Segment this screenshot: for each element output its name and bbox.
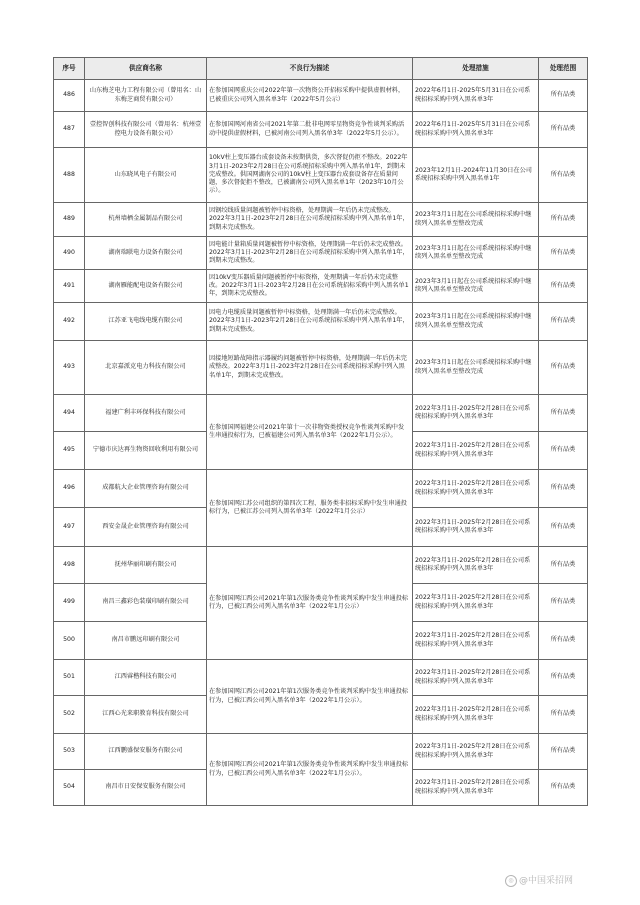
row-number: 501 [54,660,85,696]
table-body [54,80,588,806]
scope-text: 所有品类 [539,470,588,508]
scope-text: 所有品类 [539,270,588,303]
row-number: 489 [54,203,85,237]
misconduct-description: 因10kV变压器质量问题被暂停中标资格，处理期满一年后仍未完成整改。2022年3月1日-2023年2月28日在公司系统招标采购中列入黑名单1年，到期未完成整改。 [207,270,413,303]
table-row [54,148,588,203]
supplier-name: 杭州墙栖金属制品有限公司 [85,203,207,237]
misconduct-description: 在参加国网江西公司2021年第1次服务类竞争性谈判采购中发生串通投标行为，已被江西公司列入黑名单3年（2022年1月公示）。 [207,660,413,734]
supplier-name: 江西鹏盛保安服务有限公司 [85,734,207,770]
measure-text: 2022年3月1日-2025年2月28日在公司系统招标采购中列入黑名单3年 [413,470,539,508]
supplier-name: 成都航大企业管理咨询有限公司 [85,470,207,508]
measure-text: 2022年3月1日-2025年2月28日在公司系统招标采购中列入黑名单3年 [413,547,539,584]
supplier-name: 江西心光来职教育科技有限公司 [85,696,207,734]
table-row [54,203,588,237]
table-row [54,341,588,395]
supplier-name: 抚州华丽印刷有限公司 [85,547,207,584]
watermark-text: @中国采招网 [519,876,574,886]
misconduct-description: 在参加国网福建公司2021年第十一次非物资类授权竞争性谈判采购中发生串通投标行为，已被福建公司列入黑名单3年（2022年1月公示）。 [207,395,413,470]
supplier-name: 南昌市鹏远印刷有限公司 [85,622,207,660]
misconduct-description: 在参加国网河南省公司2021年第二批非电网零星物资竞争性谈判采购活动中提供虚假材料，已被河南公司列入黑名单3年（2022年5月公示）。 [207,112,413,148]
supplier-name: 宁德市庆达再生物资回收利用有限公司 [85,432,207,470]
header-scope: 处理范围 [539,58,588,80]
supplier-name: 南昌市日安保安服务有限公司 [85,770,207,806]
supplier-name: 西安金晟企业管理咨询有限公司 [85,508,207,547]
blacklist-table [53,57,588,806]
row-number: 502 [54,696,85,734]
measure-text: 2022年6月1日-2025年5月31日在公司系统招标采购中列入黑名单3年 [413,112,539,148]
header-measures: 处理措施 [413,58,539,80]
table-row [54,112,588,148]
watermark [505,873,573,887]
supplier-name: 山东晓风电子有限公司 [85,148,207,203]
row-number: 500 [54,622,85,660]
misconduct-description: 因电能计量箱质量问题被暂停中标资格，处理期满一年后仍未完成整改。2022年3月1日-2023年2月28日在公司系统招标采购中列入黑名单1年，到期未完成整改。 [207,237,413,270]
scope-text: 所有品类 [539,303,588,341]
measure-text: 2023年3月1日起在公司系统招标采购中继续列入黑名单至整改完成 [413,270,539,303]
misconduct-description: 因电力电缆质量问题被暂停中标资格，处理期满一年后仍未完成整改。2022年3月1日-2023年2月28日在公司系统招标采购中列入黑名单1年，到期未完成整改。 [207,303,413,341]
row-number: 492 [54,303,85,341]
measure-text: 2022年3月1日-2025年2月28日在公司系统招标采购中列入黑名单3年 [413,432,539,470]
scope-text: 所有品类 [539,341,588,395]
row-number: 503 [54,734,85,770]
scope-text: 所有品类 [539,148,588,203]
supplier-name: 湖南雁能配电设备有限公司 [85,270,207,303]
row-number: 488 [54,148,85,203]
measure-text: 2022年3月1日-2025年2月28日在公司系统招标采购中列入黑名单3年 [413,584,539,622]
scope-text: 所有品类 [539,660,588,696]
table-header-row [54,58,588,80]
measure-text: 2022年3月1日-2025年2月28日在公司系统招标采购中列入黑名单3年 [413,508,539,547]
supplier-name: 江西睿楷科技有限公司 [85,660,207,696]
table-row [54,470,588,508]
row-number: 498 [54,547,85,584]
table-row [54,547,588,584]
row-number: 486 [54,80,85,112]
measure-text: 2022年3月1日-2025年2月28日在公司系统招标采购中列入黑名单3年 [413,770,539,806]
table-row [54,660,588,696]
misconduct-description: 10kV柱上变压器台成套设备未按期供货，多次督促仍拒不整改。2022年3月1日-2023年2月28日在公司系统招标采购中列入黑名单1年，到期未完成整改。供国网湖南公司的10kV柱上变压器台成套设备存在质量问题，多次督促拒不整改，已被湖南公司列入黑名单1年（2023年10月公示）。 [207,148,413,203]
row-number: 487 [54,112,85,148]
supplier-name: 山东梅芝电力工程有限公司（曾用名：山东梅芝商贸有限公司） [85,80,207,112]
scope-text: 所有品类 [539,696,588,734]
table-row [54,80,588,112]
row-number: 490 [54,237,85,270]
measure-text: 2023年12月1日-2024年11月30日在公司系统招标采购中列入黑名单1年 [413,148,539,203]
table-row [54,270,588,303]
watermark-logo-icon: ◎ [505,875,517,887]
measure-text: 2022年3月1日-2025年2月28日在公司系统招标采购中列入黑名单3年 [413,696,539,734]
scope-text: 所有品类 [539,584,588,622]
scope-text: 所有品类 [539,395,588,432]
header-no: 序号 [54,58,85,80]
measure-text: 2023年3月1日起在公司系统招标采购中继续列入黑名单至整改完成 [413,303,539,341]
scope-text: 所有品类 [539,112,588,148]
scope-text: 所有品类 [539,203,588,237]
scope-text: 所有品类 [539,80,588,112]
misconduct-description: 因接地短路故障指示器履约问题被暂停中标资格，处理期满一年后仍未完成整改。2022年3月1日-2023年2月28日在公司系统招标采购中列入黑名单1年，到期未完成整改。 [207,341,413,395]
table-row [54,237,588,270]
scope-text: 所有品类 [539,734,588,770]
header-misconduct-description: 不良行为描述 [207,58,413,80]
measure-text: 2022年3月1日-2025年2月28日在公司系统招标采购中列入黑名单3年 [413,734,539,770]
misconduct-description: 在参加国网重庆公司2022年第一次物资公开招标采购中提供虚假材料，已被重庆公司列入黑名单3年（2022年5月公示） [207,80,413,112]
scope-text: 所有品类 [539,622,588,660]
measure-text: 2023年3月1日起在公司系统招标采购中继续列入黑名单至整改完成 [413,341,539,395]
row-number: 497 [54,508,85,547]
row-number: 493 [54,341,85,395]
supplier-name: 南昌三鑫彩色装璜印刷有限公司 [85,584,207,622]
measure-text: 2022年6月1日-2025年5月31日在公司系统招标采购中列入黑名单3年 [413,80,539,112]
misconduct-description: 在参加国网江西公司2021年第1次服务类竞争性谈判采购中发生串通投标行为，已被江西公司列入黑名单3年（2022年1月公示） [207,547,413,660]
measure-text: 2022年3月1日-2025年2月28日在公司系统招标采购中列入黑名单3年 [413,395,539,432]
table-row [54,303,588,341]
document-page [53,57,587,806]
supplier-name: 壹控智创科技有限公司（曾用名：杭州壹控电力设备有限公司） [85,112,207,148]
measure-text: 2022年3月1日-2025年2月28日在公司系统招标采购中列入黑名单3年 [413,622,539,660]
row-number: 496 [54,470,85,508]
row-number: 495 [54,432,85,470]
supplier-name: 福建广利丰环保科技有限公司 [85,395,207,432]
misconduct-description: 在参加国网江苏公司组织的第四次工程、服务类非招标采购中发生串通投标行为，已被江苏公司列入黑名单3年（2022年1月公示） [207,470,413,547]
table-row [54,395,588,432]
scope-text: 所有品类 [539,770,588,806]
misconduct-description: 因钢绞线质量问题被暂停中标资格，处理期满一年后仍未完成整改。2022年3月1日-2023年2月28日在公司系统招标采购中列入黑名单1年，到期未完成整改。 [207,203,413,237]
scope-text: 所有品类 [539,508,588,547]
scope-text: 所有品类 [539,237,588,270]
supplier-name: 江苏亚飞电线电缆有限公司 [85,303,207,341]
supplier-name: 北京嘉派克电力科技有限公司 [85,341,207,395]
measure-text: 2023年3月1日起在公司系统招标采购中继续列入黑名单至整改完成 [413,237,539,270]
header-supplier-name: 供应商名称 [85,58,207,80]
row-number: 491 [54,270,85,303]
scope-text: 所有品类 [539,432,588,470]
row-number: 499 [54,584,85,622]
table-row [54,734,588,770]
row-number: 494 [54,395,85,432]
scope-text: 所有品类 [539,547,588,584]
measure-text: 2023年3月1日起在公司系统招标采购中继续列入黑名单至整改完成 [413,203,539,237]
row-number: 504 [54,770,85,806]
supplier-name: 湖南瑞联电力设备有限公司 [85,237,207,270]
misconduct-description: 在参加国网江西公司2021年第1次服务类竞争性谈判采购中发生串通投标行为，已被江西公司列入黑名单3年（2022年1月公示）。 [207,734,413,806]
measure-text: 2022年3月1日-2025年2月28日在公司系统招标采购中列入黑名单3年 [413,660,539,696]
